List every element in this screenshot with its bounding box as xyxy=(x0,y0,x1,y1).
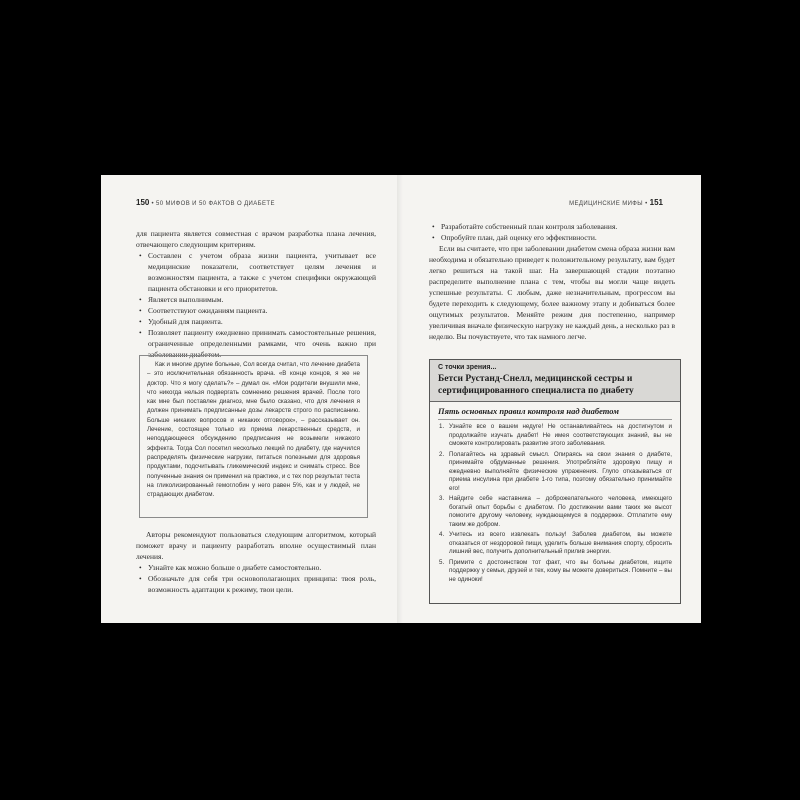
criteria-item: • Удобный для пациента. xyxy=(148,316,376,327)
right-paragraph: Если вы считаете, что при заболевании диабетом смена образа жизни вам необходима и обязательно приведет к положительному результату, вам будет легко решиться на такой шаг. На завершающей стадии поэтапно распределите выполнение плана с тем, чтобы вы могли чаще видеть успешные результаты. С любым, даже незначительным, прогрессом вы будете переходить к следующему, более важному этапу и добиваться более ощутимых результатов. Меняйте режим дня постепенно, например увеличивая вначале физическую нагрузку не каждый день, а несколько раз в неделю. Вы почувствуете, что так намного легче. xyxy=(429,244,675,341)
right-running-header: МЕДИЦИНСКИЕ МИФЫ • 151 xyxy=(569,198,663,207)
left-book-title: 50 МИФОВ И 50 ФАКТОВ О ДИАБЕТЕ xyxy=(156,201,275,207)
rules-title: Пять основных правил контроля над диабетом xyxy=(438,406,672,420)
left-page xyxy=(101,175,393,623)
rule-text: Учитесь из всего извлекать пользу! Заболев диабетом, вы можете отказаться от нездоровой пищи, уделить больше внимания спорту, сбросить лишний вес, получить дополнительный прилив энергии. xyxy=(449,531,672,555)
rule-text: Найдите себе наставника – доброжелательного человека, имеющего богатый опыт борьбы с диабетом. По достижении вами таких же высот помогите другому человеку, нуждающемуся в поддержке. Отплатите ему таким же добром. xyxy=(449,495,672,528)
rules-list xyxy=(430,423,680,584)
intro-paragraph: для пациента является совместная с врачом разработка плана лечения, отвечающего следующим критериям. xyxy=(136,229,376,249)
book-spread xyxy=(101,175,701,623)
pov-header xyxy=(430,360,680,402)
rule-number: 3. xyxy=(439,495,445,502)
right-section-title: МЕДИЦИНСКИЕ МИФЫ xyxy=(569,201,643,207)
criteria-list xyxy=(136,250,376,360)
criteria-item: • Позволяет пациенту ежедневно принимать самостоятельные решения, ограниченные определенными рамками, что очень важно при заболевании диабетом. xyxy=(148,327,376,360)
steps-list-right xyxy=(429,221,675,243)
step-item: • Обозначьте для себя три основополагающих принципа: твоя роль, возможность адаптации к режиму, твои цели. xyxy=(148,573,376,595)
case-story-text: Как и многие другие больные, Сол всегда считал, что лечение диабета – это исключительная обязанность врача. «В конце концов, я же не доктор. Что я могу сделать?» – думал он. «Мои родители внушили мне, что никогда нельзя подвергать сомнению решения врачей. После того как мне был поставлен диагноз, мне было сказано, что для лечения я должен принимать предписанные дозы лекарств строго по расписанию. Больше никаких вопросов и никаких отговорок», – рассказывает он. Лечение, состоящее только из приема лекарственных средств, и неподдающееся обсуждению предписания не возымели никакого эффекта. Тогда Сол посетил несколько лекций по диабету, где научился распределять физические нагрузки, питаться полезными для здоровья продуктами, подсчитывать гликемический индекс и снимать стресс. Все полученные знания он применил на практике, и с тех пор результат теста на гликолизированный гемоглобин у него равен 5%, как и у людей, не страдающих диабетом. xyxy=(147,361,360,499)
point-of-view-box xyxy=(429,359,681,604)
step-item: • Опробуйте план, дай оценку его эффективности. xyxy=(441,232,675,243)
right-page xyxy=(401,175,701,623)
right-page-number: 151 xyxy=(649,198,663,207)
left-running-header: 150 • 50 МИФОВ И 50 ФАКТОВ О ДИАБЕТЕ xyxy=(136,198,275,207)
right-main-text xyxy=(429,221,675,342)
rule-text: Примите с достоинством тот факт, что вы больны диабетом, ищите поддержку у семьи, друзей и тех, кому вы можете довериться. Помните – вы не одиноки! xyxy=(449,558,672,583)
pov-author: Бетси Рустанд-Снелл, медицинской сестры и сертифицированного специалиста по диабету xyxy=(438,374,634,396)
rule-item xyxy=(439,495,672,529)
rule-item xyxy=(439,450,672,494)
rule-item xyxy=(439,423,672,449)
rule-number: 5. xyxy=(439,558,445,566)
criteria-item: • Является выполнимым. xyxy=(148,294,376,305)
rule-number: 4. xyxy=(439,531,445,538)
left-page-number: 150 xyxy=(136,198,150,207)
steps-list-left xyxy=(136,562,376,595)
case-story-box xyxy=(139,355,368,518)
rule-text: Полагайтесь на здравый смысл. Опираясь на свои знания о диабете, принимайте обдуманные решения. Употребляйте здоровую пищу и ежедневно выполняйте физические упражнения. Глупо отказываться от приема инсулина при диабете 1-го типа, поэтому обязательно принимайте его! xyxy=(449,450,672,492)
step-item: • Разработайте собственный план контроля заболевания. xyxy=(441,221,675,232)
rule-number: 1. xyxy=(439,423,445,430)
rule-text: Узнайте все о вашем недуге! Не останавливайтесь на достигнутом и продолжайте изучать диабет! Не имея соответствующих знаний, вы не сможете контролировать развитие этого заболевания. xyxy=(449,423,672,447)
left-bottom-text xyxy=(136,529,376,595)
rule-item xyxy=(439,558,672,585)
outro-paragraph: Авторы рекомендуют пользоваться следующим алгоритмом, который поможет врачу и пациенту разработать вполне осуществимый план лечения. xyxy=(136,530,376,561)
rule-item xyxy=(439,531,672,557)
criteria-item: • Составлен с учетом образа жизни пациента, учитывает все медицинские показатели, соответствует целям лечения и возможностям пациента, а также с учетом специфики окружающей пациента обстановки и его приоритетов. xyxy=(148,250,376,294)
left-main-text xyxy=(136,228,376,360)
pov-eyebrow: С точки зрения... xyxy=(438,364,497,371)
criteria-item: • Соответствуют ожиданиям пациента. xyxy=(148,305,376,316)
step-item: • Узнайте как можно больше о диабете самостоятельно. xyxy=(148,562,376,573)
rule-number: 2. xyxy=(439,450,445,458)
